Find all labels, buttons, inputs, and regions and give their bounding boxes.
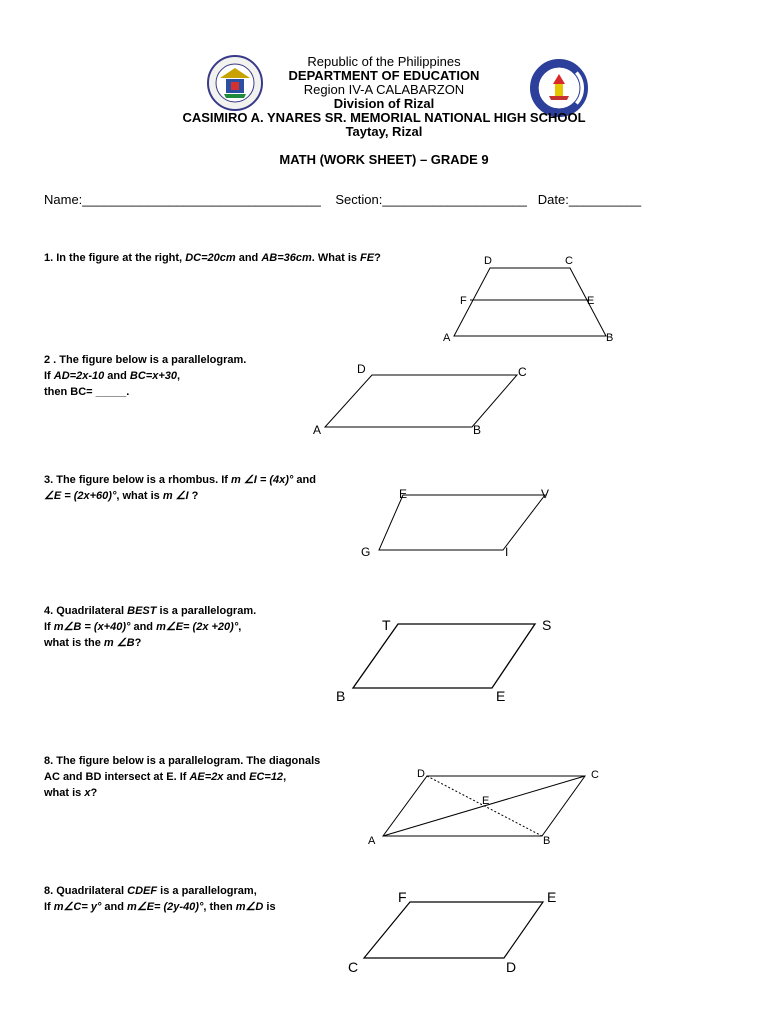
trapezoid-figure: [440, 250, 630, 350]
town-text: Taytay, Rizal: [345, 124, 423, 139]
worksheet-title: MATH (WORK SHEET) – GRADE 9: [279, 152, 489, 167]
label-d: D: [484, 255, 492, 267]
parallelogram-diagonals-figure: [365, 764, 599, 850]
label-e: E: [399, 487, 408, 501]
label-b: B: [336, 688, 346, 704]
label-f: F: [460, 295, 467, 307]
name-field[interactable]: Name:_________________________________: [44, 192, 321, 207]
label-s: S: [542, 617, 552, 633]
label-e: E: [496, 688, 506, 704]
label-b: B: [473, 423, 482, 437]
rhombus-figure: [355, 484, 555, 562]
label-g: G: [361, 545, 371, 559]
label-c: C: [348, 959, 359, 975]
region-text: Region IV-A CALABARZON: [303, 82, 465, 97]
label-b: B: [606, 332, 614, 344]
label-d: D: [506, 959, 517, 975]
label-t: T: [382, 617, 391, 633]
label-d: D: [417, 768, 425, 780]
label-f: F: [398, 889, 407, 905]
school-name: CASIMIRO A. YNARES SR. MEMORIAL NATIONAL HIGH SCHOOL: [182, 110, 586, 125]
label-b: B: [543, 835, 551, 847]
label-e: E: [587, 295, 595, 307]
date-field[interactable]: Date:__________: [537, 192, 642, 207]
question-4: 4. Quadrilateral BEST is a parallelogram. If m∠B = (x+40)° and m∠E= (2x +20)°, what is the m ∠B?: [44, 605, 257, 649]
label-e: E: [547, 889, 557, 905]
label-c: C: [591, 769, 599, 781]
question-6: 8. Quadrilateral CDEF is a parallelogram, If m∠C= y° and m∠E= (2y-40)°, then m∠D is: [44, 885, 276, 913]
division-text: Division of Rizal: [333, 96, 435, 111]
label-a: A: [368, 835, 376, 847]
section-field[interactable]: Section:____________________: [335, 192, 527, 207]
question-2: 2 . The figure below is a parallelogram. If AD=2x-10 and BC=x+30, then BC= _____.: [44, 354, 247, 398]
label-c: C: [565, 255, 573, 267]
label-d: D: [357, 362, 366, 376]
label-i: I: [505, 545, 509, 559]
student-info-fields: [44, 192, 641, 207]
parallelogram-abcd-figure: [305, 360, 545, 440]
question-3: 3. The figure below is a rhombus. If m ∠I = (4x)° and ∠E = (2x+60)°, what is m ∠I ?: [44, 474, 316, 502]
label-a: A: [313, 423, 322, 437]
parallelogram-cdef-figure: [340, 884, 570, 976]
label-e: E: [482, 795, 490, 807]
label-c: C: [518, 365, 527, 379]
department-text: DEPARTMENT OF EDUCATION: [288, 68, 480, 83]
question-1: 1. In the figure at the right, DC=20cm and AB=36cm. What is FE?: [44, 252, 381, 264]
label-v: V: [541, 487, 550, 501]
parallelogram-best-figure: [330, 610, 570, 706]
republic-text: Republic of the Philippines: [307, 54, 461, 69]
question-5: 8. The figure below is a parallelogram. The diagonals AC and BD intersect at E. If AE=2x and EC=12, what is x?: [44, 755, 321, 799]
label-a: A: [443, 332, 451, 344]
